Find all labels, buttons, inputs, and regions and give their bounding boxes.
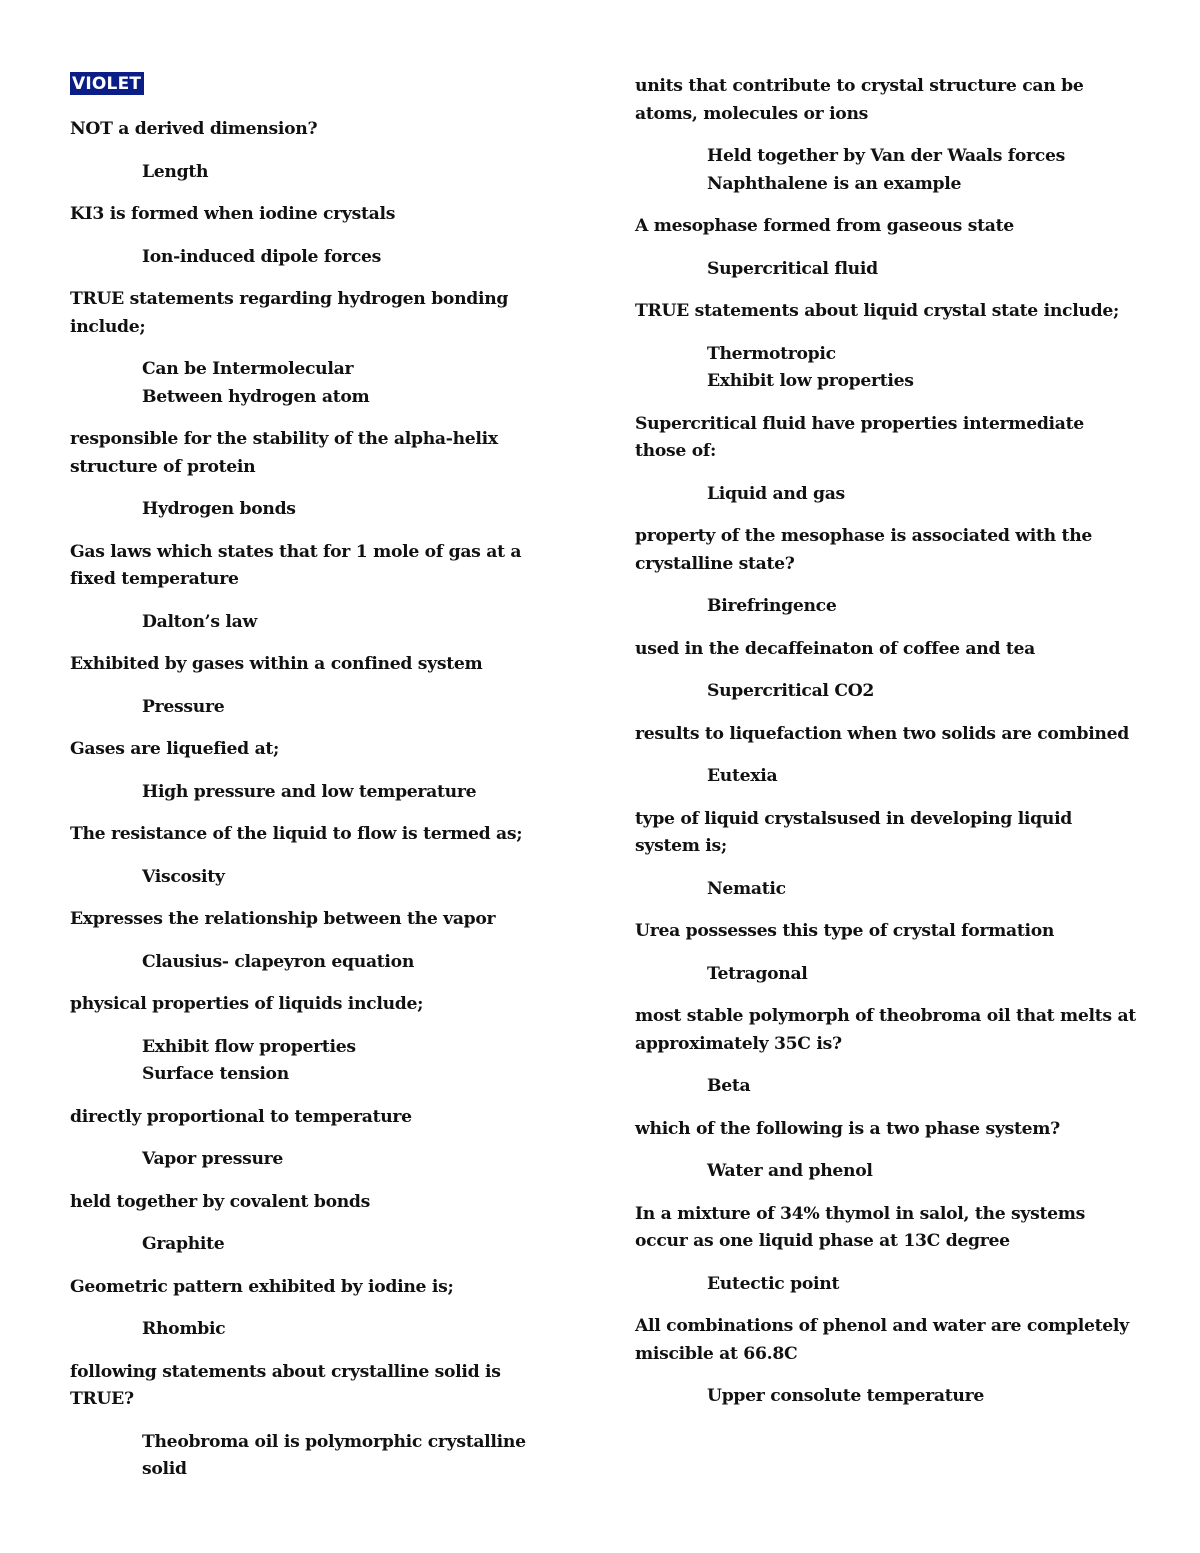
- question-text: physical properties of liquids include;: [70, 994, 424, 1014]
- answer-text: Exhibit flow properties: [142, 1036, 356, 1057]
- answer-text: Between hydrogen atom: [142, 386, 370, 407]
- question-text: TRUE statements regarding hydrogen bonding include;: [70, 289, 509, 337]
- answer-text: Dalton’s law: [142, 611, 257, 632]
- question-text: property of the mesophase is associated with the crystalline state?: [635, 526, 1093, 574]
- qa-block: [635, 721, 1140, 791]
- answer-group: [142, 244, 570, 272]
- answer-text: Liquid and gas: [707, 483, 845, 504]
- answer-group: [142, 356, 570, 411]
- answer-group: [142, 159, 570, 187]
- qa-block: [635, 918, 1140, 988]
- answer-group: [142, 1146, 570, 1174]
- question-text: used in the decaffeinaton of coffee and tea: [635, 638, 1035, 659]
- answer-text: Vapor pressure: [142, 1149, 284, 1169]
- answer-group: [707, 481, 1140, 509]
- answer-group: [142, 779, 570, 807]
- answer-group: [707, 341, 1140, 396]
- qa-block: [635, 298, 1140, 396]
- answer-text: Theobroma oil is polymorphic crystalline solid: [142, 1431, 526, 1479]
- qa-block: [635, 1003, 1140, 1101]
- question-text: Urea possesses this type of crystal formation: [635, 921, 1055, 941]
- qa-block: [635, 411, 1140, 509]
- answer-group: [707, 593, 1140, 621]
- answer-text: Water and phenol: [707, 1161, 873, 1181]
- answer-text: Held together by Van der Waals forces: [707, 146, 1065, 166]
- answer-group: [142, 609, 570, 637]
- qa-block: [70, 426, 570, 524]
- right-qa-list: [635, 73, 1140, 1411]
- answer-group: [142, 1231, 570, 1259]
- answer-group: [707, 143, 1140, 198]
- answer-text: Thermotropic: [707, 343, 836, 364]
- answer-group: [707, 256, 1140, 284]
- document-title: VIOLET: [70, 72, 144, 95]
- answer-text: Hydrogen bonds: [142, 499, 296, 519]
- answer-text: Can be Intermolecular: [142, 359, 354, 379]
- answer-text: Beta: [707, 1076, 751, 1096]
- answer-text: Clausius- clapeyron equation: [142, 951, 415, 972]
- right-column: [635, 72, 1140, 1426]
- question-text: following statements about crystalline solid is TRUE?: [70, 1361, 501, 1409]
- answer-group: [707, 1271, 1140, 1299]
- answer-group: [707, 1073, 1140, 1101]
- qa-block: [70, 736, 570, 806]
- qa-block: [635, 523, 1140, 621]
- qa-block: [635, 806, 1140, 904]
- qa-block: [70, 821, 570, 891]
- answer-text: Exhibit low properties: [707, 371, 914, 391]
- qa-block: [635, 636, 1140, 706]
- question-text: units that contribute to crystal structure can be atoms, molecules or ions: [635, 76, 1084, 124]
- answer-group: [142, 1034, 570, 1089]
- question-text: Gases are liquefied at;: [70, 739, 280, 759]
- answer-text: Graphite: [142, 1234, 225, 1254]
- question-text: Gas laws which states that for 1 mole of gas at a fixed temperature: [70, 541, 522, 589]
- question-text: Supercritical fluid have properties intermediate those of:: [635, 413, 1084, 461]
- answer-group: [142, 1316, 570, 1344]
- answer-group: [707, 678, 1140, 706]
- answer-text: Upper consolute temperature: [707, 1386, 984, 1406]
- answer-group: [707, 961, 1140, 989]
- answer-group: [142, 864, 570, 892]
- question-text: KI3 is formed when iodine crystals: [70, 204, 396, 224]
- left-qa-list: [70, 116, 570, 1484]
- answer-text: Naphthalene is an example: [707, 173, 962, 194]
- question-text: type of liquid crystalsused in developing liquid system is;: [635, 808, 1073, 856]
- question-text: Expresses the relationship between the vapor: [70, 909, 496, 929]
- answer-group: [142, 949, 570, 977]
- qa-block: [70, 651, 570, 721]
- answer-group: [142, 694, 570, 722]
- qa-block: [70, 1104, 570, 1174]
- answer-group: [142, 1429, 570, 1484]
- qa-block: [70, 1359, 570, 1484]
- answer-group: [707, 763, 1140, 791]
- question-text: which of the following is a two phase system?: [635, 1118, 1060, 1139]
- answer-text: Supercritical fluid: [707, 258, 878, 279]
- question-text: directly proportional to temperature: [70, 1106, 412, 1127]
- answer-text: Tetragonal: [707, 963, 808, 984]
- qa-block: [70, 906, 570, 976]
- qa-block: [635, 1201, 1140, 1299]
- question-text: held together by covalent bonds: [70, 1191, 371, 1212]
- answer-text: Length: [142, 161, 209, 182]
- answer-group: [707, 876, 1140, 904]
- question-text: In a mixture of 34% thymol in salol, the systems occur as one liquid phase at 13C degree: [635, 1203, 1086, 1251]
- question-text: TRUE statements about liquid crystal state include;: [635, 301, 1120, 321]
- qa-block: [70, 286, 570, 411]
- qa-block: [635, 73, 1140, 198]
- answer-text: High pressure and low temperature: [142, 781, 477, 802]
- left-column: [70, 72, 570, 1499]
- question-text: responsible for the stability of the alpha-helix structure of protein: [70, 429, 498, 477]
- answer-text: Rhombic: [142, 1319, 226, 1339]
- answer-group: [707, 1158, 1140, 1186]
- answer-text: Eutexia: [707, 766, 778, 786]
- qa-block: [70, 1189, 570, 1259]
- answer-text: Supercritical CO2: [707, 681, 875, 701]
- answer-text: Surface tension: [142, 1064, 289, 1084]
- question-text: most stable polymorph of theobroma oil that melts at approximately 35C is?: [635, 1006, 1136, 1054]
- question-text: NOT a derived dimension?: [70, 119, 318, 139]
- qa-block: [70, 201, 570, 271]
- answer-group: [707, 1383, 1140, 1411]
- answer-text: Viscosity: [142, 866, 225, 887]
- qa-block: [70, 539, 570, 637]
- question-text: A mesophase formed from gaseous state: [635, 216, 1014, 236]
- answer-text: Ion-induced dipole forces: [142, 246, 382, 267]
- question-text: The resistance of the liquid to flow is termed as;: [70, 824, 523, 844]
- question-text: All combinations of phenol and water are completely miscible at 66.8C: [635, 1316, 1129, 1364]
- answer-text: Eutectic point: [707, 1273, 840, 1294]
- qa-block: [635, 1116, 1140, 1186]
- answer-text: Nematic: [707, 878, 786, 899]
- qa-block: [70, 991, 570, 1089]
- question-text: Exhibited by gases within a confined system: [70, 654, 483, 674]
- answer-text: Pressure: [142, 696, 225, 717]
- answer-group: [142, 496, 570, 524]
- question-text: Geometric pattern exhibited by iodine is;: [70, 1276, 454, 1297]
- question-text: results to liquefaction when two solids are combined: [635, 723, 1129, 744]
- answer-text: Birefringence: [707, 596, 837, 616]
- qa-block: [635, 213, 1140, 283]
- qa-block: [635, 1313, 1140, 1411]
- qa-block: [70, 1274, 570, 1344]
- qa-block: [70, 116, 570, 186]
